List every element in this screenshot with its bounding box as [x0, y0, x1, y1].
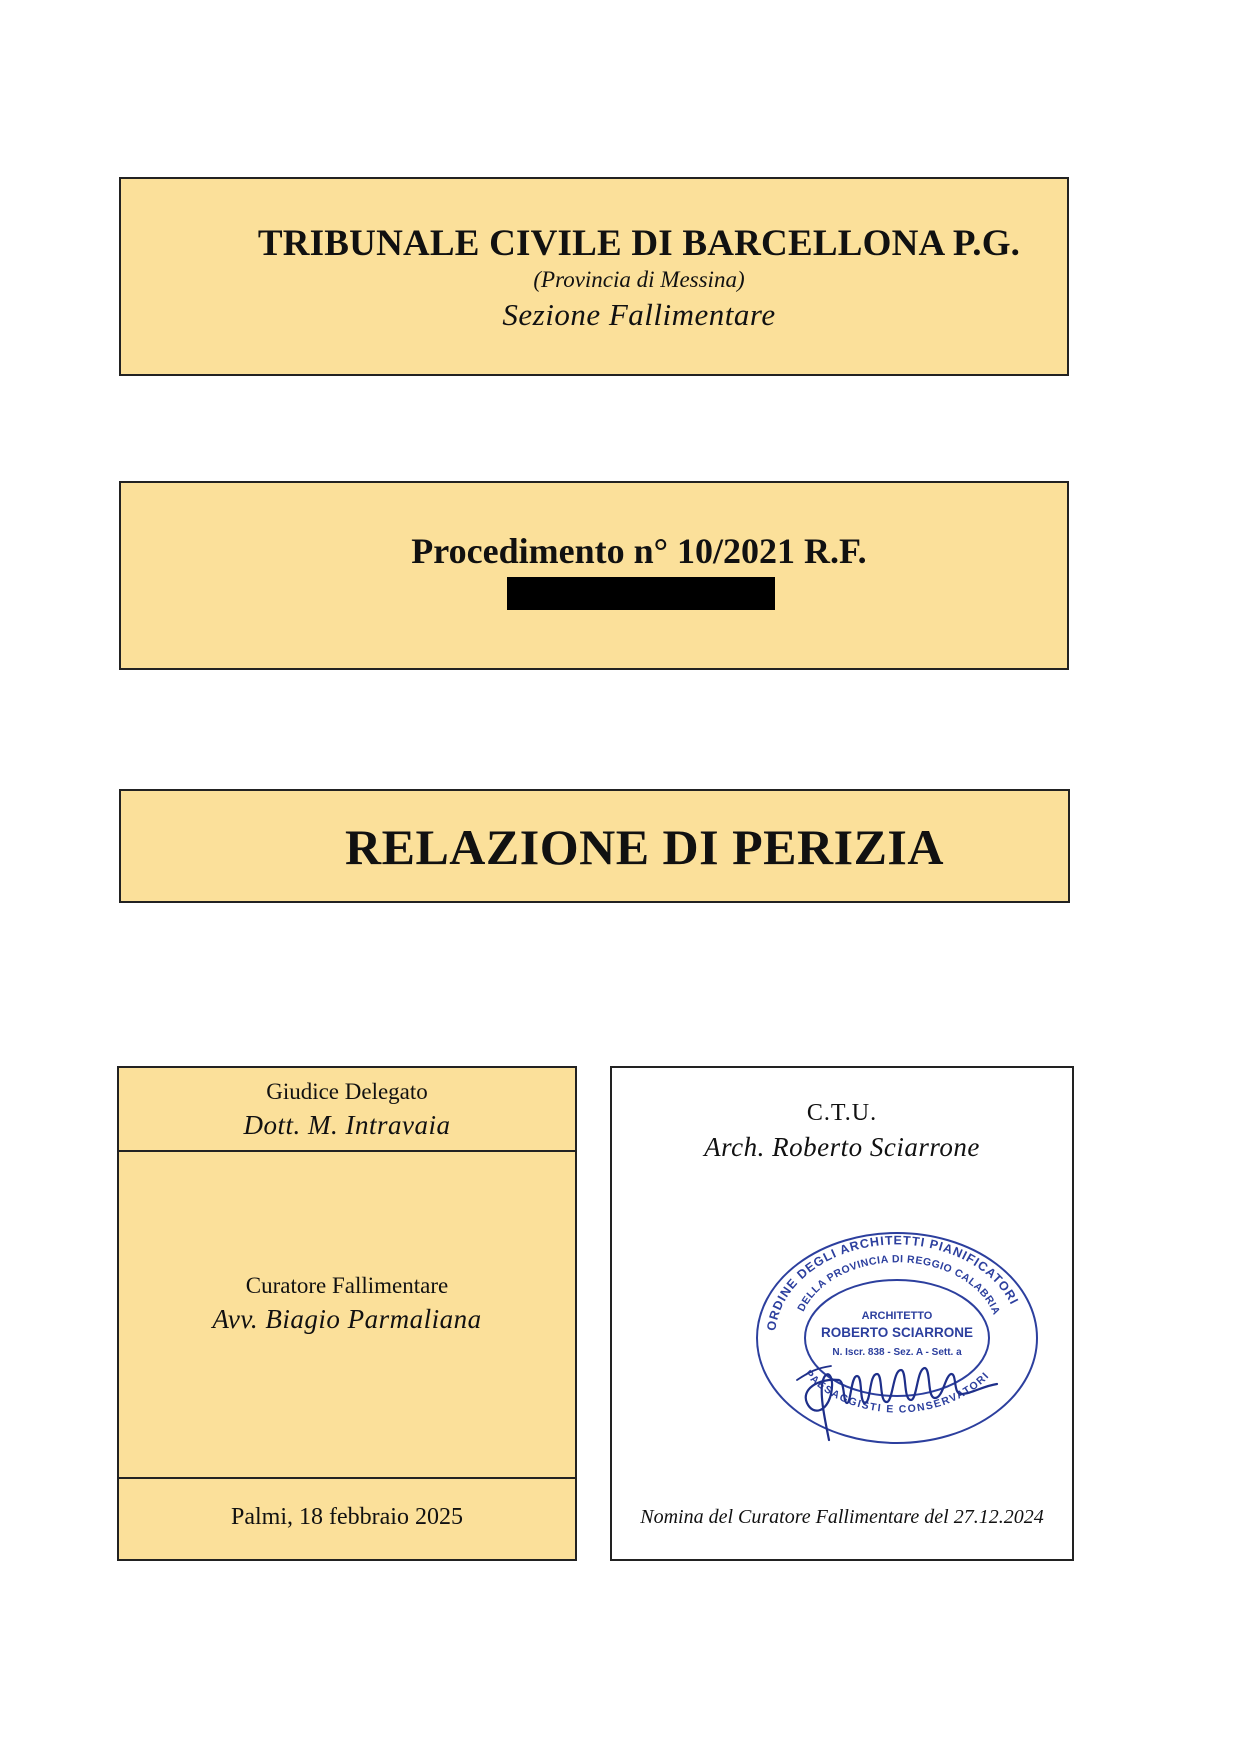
- svg-text:DELLA PROVINCIA DI REGGIO CALA: DELLA PROVINCIA DI REGGIO CALABRIA: [795, 1253, 1003, 1317]
- divider: [119, 1477, 575, 1479]
- svg-text:PAESAGGISTI E CONSERVATORI: PAESAGGISTI E CONSERVATORI: [802, 1367, 993, 1416]
- stamp-line-3: N. Iscr. 838 - Sez. A - Sett. a: [832, 1347, 962, 1358]
- divider: [119, 1150, 575, 1152]
- court-title: TRIBUNALE CIVILE DI BARCELLONA P.G.: [257, 223, 1021, 264]
- curator-label: Curatore Fallimentare: [245, 1273, 449, 1298]
- court-province: (Provincia di Messina): [533, 267, 745, 292]
- stamp-line-1: ARCHITETTO: [861, 1310, 933, 1322]
- ctu-panel: [610, 1066, 1074, 1561]
- judge-label: Giudice Delegato: [266, 1079, 428, 1104]
- curator-name: Avv. Biagio Parmaliana: [212, 1304, 482, 1334]
- judge-name: Dott. M. Intravaia: [243, 1110, 451, 1140]
- ctu-name: Arch. Roberto Sciarrone: [704, 1132, 980, 1162]
- court-header-box: [119, 177, 1069, 376]
- proceeding-box: [119, 481, 1069, 670]
- appointment-note: Nomina del Curatore Fallimentare del 27.12.2024: [640, 1506, 1044, 1528]
- stamp-line-2: ROBERTO SCIARRONE: [820, 1325, 974, 1340]
- svg-text:ORDINE DEGLI ARCHITETTI PIANIF: ORDINE DEGLI ARCHITETTI PIANIFICATORI: [764, 1233, 1022, 1332]
- redaction-bar: [507, 577, 775, 610]
- report-title: RELAZIONE DI PERIZIA: [344, 819, 944, 875]
- proceeding-number: Procedimento n° 10/2021 R.F.: [411, 531, 867, 571]
- court-section: Sezione Fallimentare: [502, 297, 776, 332]
- report-title-box: [119, 789, 1070, 903]
- ctu-label: C.T.U.: [806, 1100, 878, 1126]
- place-date: Palmi, 18 febbraio 2025: [231, 1504, 463, 1530]
- left-info-panel: [117, 1066, 577, 1561]
- official-stamp: [747, 1198, 1042, 1453]
